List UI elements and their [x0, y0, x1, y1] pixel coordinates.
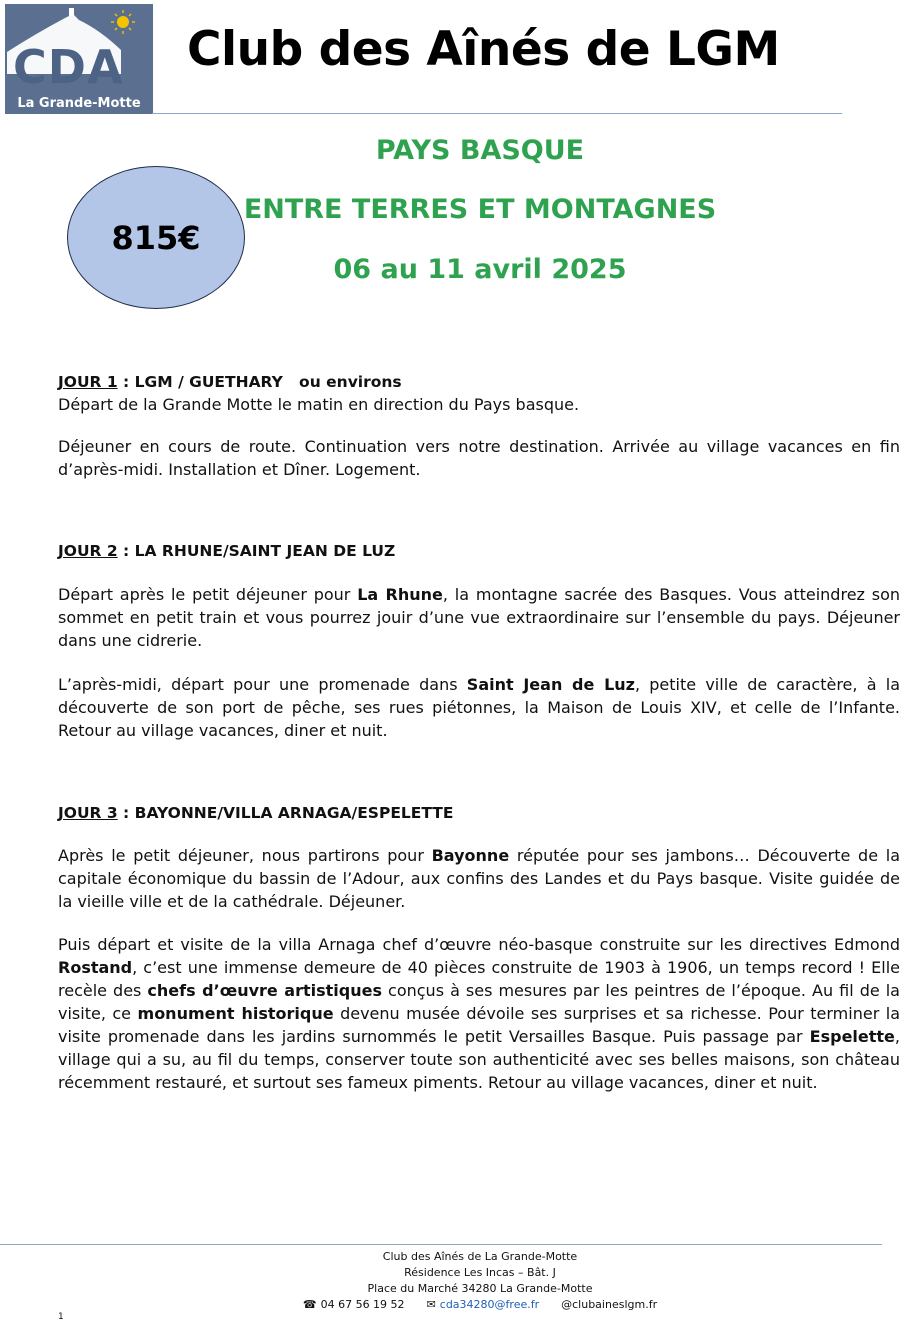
page-number: 1 [58, 1312, 64, 1322]
day-3-label: JOUR 3 [58, 804, 118, 822]
day-2-heading [58, 542, 395, 560]
day-1-paragraph-1: Départ de la Grande Motte le matin en direction du Pays basque. [58, 395, 580, 414]
price-value: 815€ [111, 218, 201, 257]
day-3-paragraph-2: Puis départ et visite de la villa Arnaga chef d’œuvre néo-basque construite sur les directives Edmond Rostand, c’est une immense demeure de 40 pièces construite de 1903 à 1906, un temps record ! Elle recèle des chefs d’œuvre artistiques conçus à ses mesures par les peintres de l’époque. Au fil de la visite, ce monument historique devenu musée dévoile ses surprises et sa richesse. Pour terminer la visite promenade dans les jardins surnommés le petit Versailles Basque. Puis passage par Espelette, village qui a su, au fil du temps, conserver toute son authenticité avec ses belles maisons, son château récemment restauré, et surtout ses fameux piments. Retour au village vacances, diner et nuit. [58, 935, 901, 1092]
day-1-paragraph-2: Déjeuner en cours de route. Continuation vers notre destination. Arrivée au village vacances en fin d’après-midi. Installation et Dîner. Logement. [58, 437, 900, 479]
logo-caption: La Grande-Motte [17, 96, 141, 111]
trip-subtitle: ENTRE TERRES ET MONTAGNES [243, 194, 717, 225]
footer-contact [250, 1297, 710, 1313]
price-badge [67, 166, 245, 309]
day-3-heading [58, 804, 453, 822]
day-1-heading [58, 373, 402, 391]
day-1-label: JOUR 1 [58, 373, 118, 391]
phone-icon: ☎ [302, 1298, 317, 1311]
footer [250, 1249, 710, 1313]
day-3-paragraph-1: Après le petit déjeuner, nous partirons pour Bayonne réputée pour ses jambons… Découverte de la capitale économique du bassin de l’Adour, aux confins des Landes et du Pays basque. Visite guidée de la vieille ville et de la cathédrale. Déjeuner. [58, 846, 901, 911]
day-2-title: : LA RHUNE/SAINT JEAN DE LUZ [117, 542, 396, 560]
footer-address-2: Place du Marché 34280 La Grande-Motte [367, 1282, 593, 1295]
footer-social: @clubaineslgm.fr [561, 1298, 658, 1311]
header-divider [152, 113, 842, 114]
footer-address-1: Résidence Les Incas – Bât. J [404, 1266, 556, 1279]
day-2-label: JOUR 2 [58, 542, 118, 560]
day-3-title: : BAYONNE/VILLA ARNAGA/ESPELETTE [117, 804, 454, 822]
footer-email-link[interactable]: cda34280@free.fr [439, 1298, 540, 1311]
footer-email[interactable] [427, 1297, 540, 1313]
logo-letters: CDA [13, 40, 124, 94]
day-1-title: : LGM / GUETHARY ou environs [117, 373, 402, 391]
footer-phone [303, 1297, 405, 1313]
footer-phone-number: 04 67 56 19 52 [320, 1298, 405, 1311]
trip-title: PAYS BASQUE [375, 135, 585, 166]
trip-dates: 06 au 11 avril 2025 [333, 254, 627, 285]
footer-divider [0, 1244, 882, 1245]
footer-org-name: Club des Aînés de La Grande-Motte [382, 1250, 578, 1263]
cda-logo [5, 4, 153, 114]
club-title: Club des Aînés de LGM [187, 22, 780, 77]
envelope-icon: ✉ [426, 1298, 436, 1311]
day-2-paragraph-2: L’après-midi, départ pour une promenade dans Saint Jean de Luz, petite ville de caractère, à la découverte de son port de pêche, ses rues piétonnes, la Maison de Louis XIV, et celle de l’Infante. Retour au village vacances, diner et nuit. [58, 675, 900, 740]
day-2-paragraph-1: Départ après le petit déjeuner pour La Rhune, la montagne sacrée des Basques. Vous atteindrez son sommet en petit train et vous pourrez jouir d’une vue extraordinaire sur l’ensemble du pays. Déjeuner dans une cidrerie. [58, 585, 901, 650]
